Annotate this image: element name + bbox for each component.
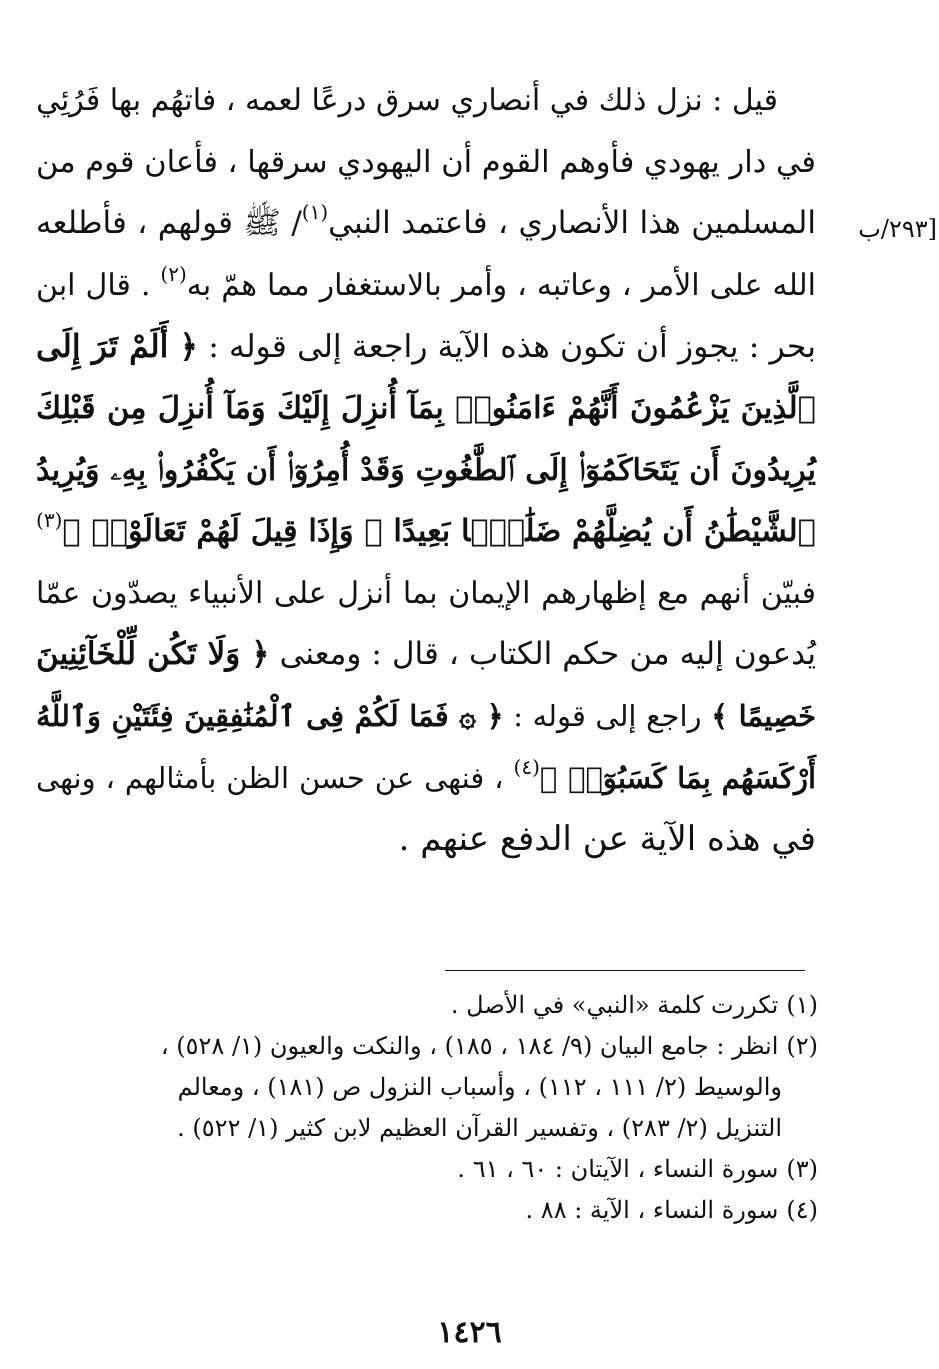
footnote-number: (٤) [786, 1196, 818, 1224]
text-line-11 [36, 686, 816, 748]
footnote-2-continued [26, 1108, 818, 1149]
footnote-ref-4: (٤) [513, 754, 540, 779]
footnote-2-continued [26, 1067, 818, 1108]
footnote-number: (٣) [786, 1155, 818, 1183]
footnote-text: تكررت كلمة «النبي» في الأصل . [450, 991, 779, 1019]
footnote-4 [26, 1190, 818, 1231]
footnote-ref-1: (١) [301, 200, 329, 225]
folio-margin-note: [٢٩٣/ب [858, 215, 937, 243]
text-segment: في هذه الآية عن الدفع عنهم . [398, 819, 816, 860]
quran-verse: ﴿ وَلَا تَكُن لِّلْخَآئِنِينَ [36, 636, 270, 673]
text-segment: يُدعون إليه من حكم الكتاب ، قال : ومعنى [279, 636, 817, 673]
text-line-6 [36, 378, 816, 440]
text-segment: المسلمين هذا الأنصاري ، فاعتمد النبي [328, 205, 816, 242]
text-segment: قيل : نزل ذلك في أنصاري سرق درعًا لعمه ، فاتهُم بها فَرُئِي [35, 83, 778, 118]
text-segment: ، فنهى عن حسن الظن بأمثالهم ، ونهى [36, 760, 504, 795]
footnote-3 [26, 1149, 818, 1190]
text-line-4 [36, 255, 816, 317]
footnote-divider [445, 970, 805, 971]
footnote-ref-2: (٢) [160, 261, 187, 286]
footnote-2 [26, 1026, 818, 1067]
text-line-7 [36, 440, 816, 502]
text-line-8 [36, 501, 816, 563]
footnote-text: والوسيط (٢/ ١١١ ، ١١٢) ، وأسباب النزول ص (١٨١) ، ومعالم [177, 1073, 782, 1101]
footnote-number: (١) [786, 991, 818, 1019]
text-line-10 [36, 624, 816, 686]
quran-verse: ٱلَّذِينَ يَزْعُمُونَ أَنَّهُمْ ءَامَنُوا۟ بِمَآ أُنزِلَ إِلَيْكَ وَمَآ أُنزِلَ مِن قَبْلِكَ [36, 389, 816, 426]
text-segment: الله على الأمر ، وعاتبه ، وأمر بالاستغفار مما همّ به [186, 267, 816, 303]
footnote-1 [26, 985, 818, 1026]
footnote-text: سورة النساء ، الآيتان : ٦٠ ، ٦١ . [457, 1155, 779, 1183]
footnote-ref-3: (٣) [36, 508, 63, 533]
text-segment: / ﷺ قولهم ، فأطلعه [36, 205, 302, 242]
quran-verse: أَرْكَسَهُم بِمَا كَسَبُوٓا۟ ﴾ [539, 760, 816, 795]
text-line-9 [36, 563, 816, 625]
text-segment: راجع إلى قوله : [513, 698, 702, 733]
footnote-text: التنزيل (٢/ ٢٨٣) ، وتفسير القرآن العظيم لابن كثير (١/ ٥٢٢) . [177, 1114, 782, 1142]
footnote-text: انظر : جامع البيان (٩/ ١٨٤ ، ١٨٥) ، والنكت والعيون (١/ ٥٢٨) ، [160, 1032, 779, 1060]
footnote-text: سورة النساء ، الآية : ٨٨ . [525, 1196, 779, 1224]
text-segment: في دار يهودي فأوهم القوم أن اليهودي سرقها ، فأعان قوم من [36, 144, 816, 180]
footnote-number: (٢) [786, 1032, 818, 1060]
text-segment: فبيّن أنهم مع إظهارهم الإيمان بما أنزل على الأنبياء يصدّون عمّا [36, 575, 816, 611]
text-segment: بحر : يجوز أن تكون هذه الآية راجعة إلى قوله : [208, 329, 817, 366]
text-line-13 [36, 809, 816, 871]
quran-verse: ﴿ ۞ فَمَا لَكُمْ فِى ٱلْمُنَٰفِقِينَ فِئَتَيْنِ وَٱللَّهُ [36, 698, 504, 733]
main-text [36, 70, 816, 871]
text-line-1 [36, 70, 816, 132]
footnotes [26, 985, 818, 1231]
text-line-2 [36, 132, 816, 194]
quran-verse: ٱلشَّيْطَٰنُ أَن يُضِلَّهُمْ ضَلَٰلًۢا بَعِيدًا ۞ وَإِذَا قِيلَ لَهُمْ تَعَالَوْا۟ ﴾ [62, 513, 816, 550]
quran-verse: ﴿ أَلَمْ تَرَ إِلَى [36, 328, 199, 366]
quran-verse: خَصِيمًا ﴾ [711, 698, 817, 733]
quran-verse: يُرِيدُونَ أَن يَتَحَاكَمُوٓا۟ إِلَى ٱلطَّٰغُوتِ وَقَدْ أُمِرُوٓا۟ أَن يَكْفُرُوا۟ بِهِۦ وَيُرِيدُ [36, 452, 816, 488]
text-segment: . قال ابن [36, 267, 151, 303]
text-line-3 [36, 193, 816, 255]
text-line-5 [36, 316, 816, 378]
page-number: ١٤٢٦ [437, 1315, 502, 1350]
text-line-12 [36, 748, 816, 810]
